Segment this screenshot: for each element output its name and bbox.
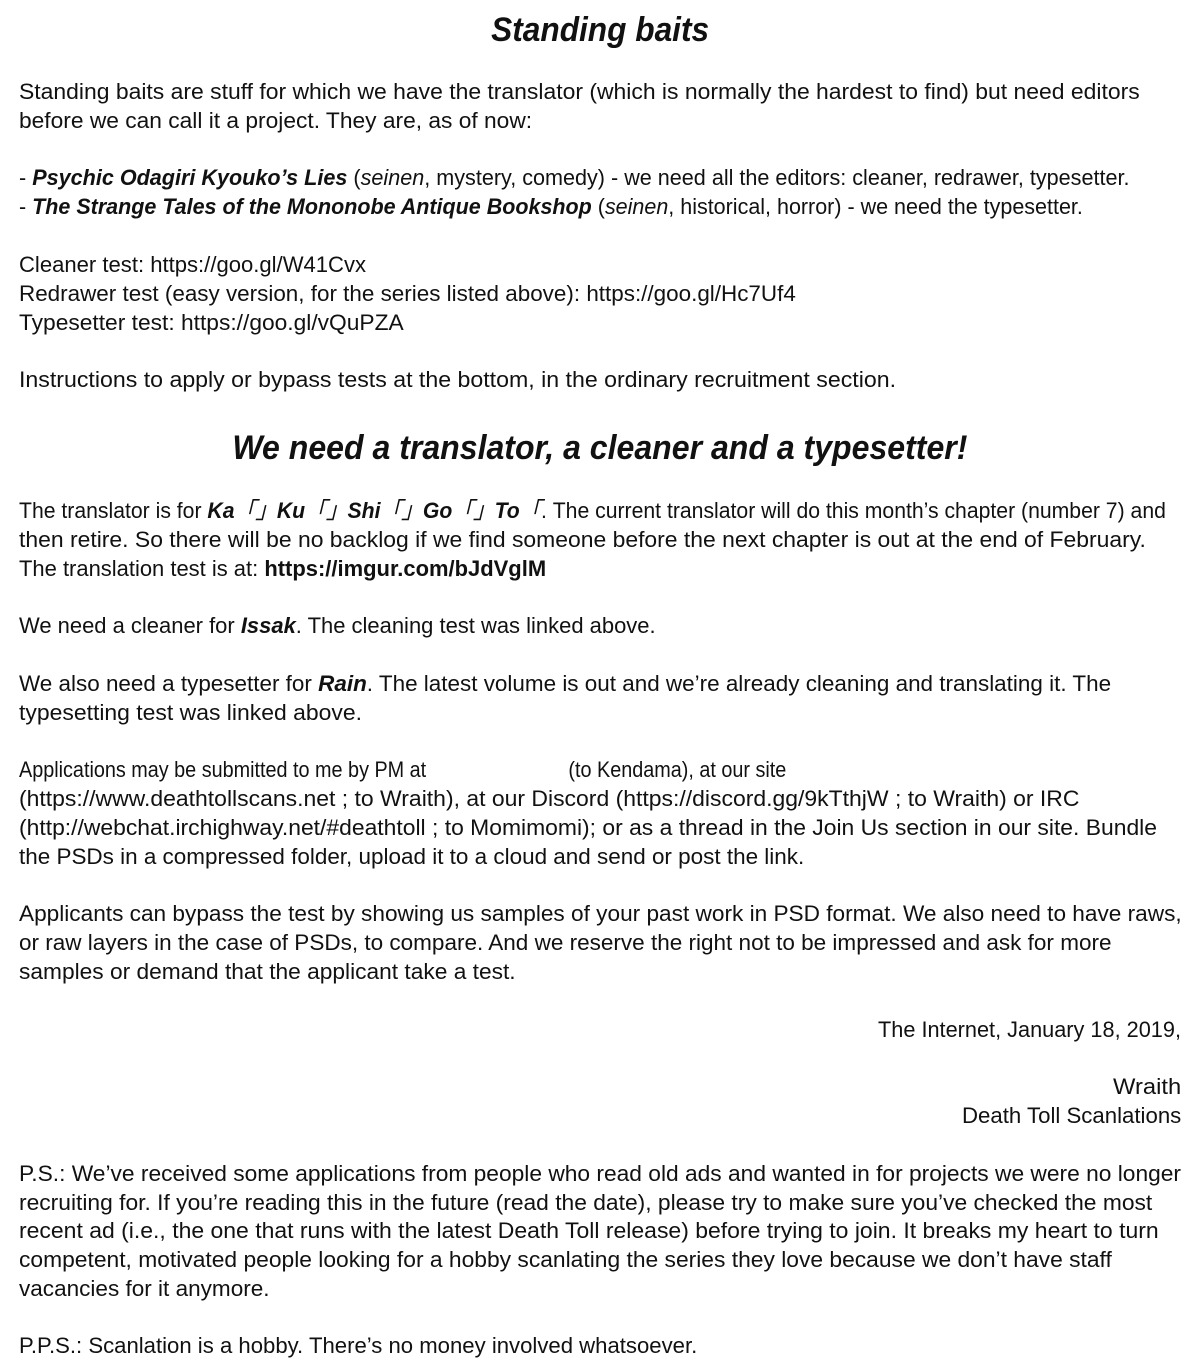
signature-place-date: The Internet, January 18, 2019, bbox=[878, 1017, 1181, 1042]
ps-line-3: recent ad (i.e., the one that runs with the latest Death Toll release) before trying to join. It breaks my heart to turn bbox=[19, 1218, 1159, 1243]
typesetter-test-link[interactable]: https://goo.gl/vQuPZA bbox=[180, 310, 404, 335]
series-title-rain: Rain bbox=[318, 671, 367, 696]
typesetter-line-1: We also need a typesetter for Rain. The latest volume is out and we’re already cleaning and translating it. The bbox=[19, 671, 1112, 696]
series-title: The Strange Tales of the Mononobe Antique Bookshop bbox=[32, 194, 592, 219]
instructions-line: Instructions to apply or bypass tests at the bottom, in the ordinary recruitment section. bbox=[19, 367, 897, 392]
bypass-line-2: or raw layers in the case of PSDs, to compare. And we reserve the right not to be impressed and ask for more bbox=[19, 930, 1112, 955]
ps-line-4: competent, motivated people looking for a hobby scanlating the series they love because we don’t have staff bbox=[19, 1247, 1112, 1272]
translator-line-3: The translation test is at: https://imgur.com/bJdVglM bbox=[19, 556, 547, 581]
typesetter-line-2: typesetting test was linked above. bbox=[19, 700, 362, 725]
section-title-standing-baits: Standing baits bbox=[490, 11, 709, 49]
translation-test-link[interactable]: https://imgur.com/bJdVglM bbox=[264, 556, 547, 581]
bypass-line-1: Applicants can bypass the test by showing us samples of your past work in PSD format. We also need to have raws, bbox=[19, 901, 1182, 926]
series-title-kakushigoto: Ka「」Ku「」Shi「」Go「」To「 bbox=[207, 498, 541, 523]
cleaner-test-link[interactable]: https://goo.gl/W41Cvx bbox=[150, 252, 367, 277]
translator-line-1: The translator is for Ka「」Ku「」Shi「」Go「」To「. The current translator will do this month’s chapter (number 7) and bbox=[19, 498, 1166, 523]
section-title-recruitment: We need a translator, a cleaner and a typesetter! bbox=[232, 429, 968, 467]
bypass-line-3: samples or demand that the applicant take a test. bbox=[19, 959, 516, 984]
typesetter-test-line: Typesetter test: https://goo.gl/vQuPZA bbox=[19, 310, 404, 335]
series-title: Psychic Odagiri Kyouko’s Lies bbox=[32, 165, 348, 190]
applications-line-1: Applications may be submitted to me by PM at (to Kendama), at our site bbox=[19, 757, 787, 782]
signature-group: Death Toll Scanlations bbox=[961, 1103, 1181, 1128]
cleaner-test-line: Cleaner test: https://goo.gl/W41Cvx bbox=[19, 252, 367, 277]
ps-line-2: recruiting for. If you’re reading this in the future (read the date), please try to make sure you’ve checked the most bbox=[19, 1190, 1153, 1215]
pps-line: P.P.S.: Scanlation is a hobby. There’s no money involved whatsoever. bbox=[19, 1333, 698, 1358]
bait-item-mononobe: - The Strange Tales of the Mononobe Antique Bookshop (seinen, historical, horror) - we need the typesetter. bbox=[19, 194, 1083, 219]
redrawer-test-line: Redrawer test (easy version, for the series listed above): https://goo.gl/Hc7Uf4 bbox=[19, 281, 796, 306]
ps-line-1: P.S.: We’ve received some applications from people who read old ads and wanted in for projects we were no longer bbox=[19, 1161, 1182, 1186]
standing-baits-intro-line-1: Standing baits are stuff for which we have the translator (which is normally the hardest to find) but need editors bbox=[19, 79, 1140, 104]
applications-line-4: the PSDs in a compressed folder, upload it to a cloud and send or post the link. bbox=[19, 844, 805, 869]
series-title-issak: Issak bbox=[240, 613, 296, 638]
ps-line-5: vacancies for it anymore. bbox=[19, 1276, 270, 1301]
translator-line-2: then retire. So there will be no backlog if we find someone before the next chapter is out at the end of February. bbox=[19, 527, 1146, 552]
applications-line-2: (https://www.deathtollscans.net ; to Wraith), at our Discord (https://discord.gg/9kTthjW ; to Wraith) or IRC bbox=[19, 786, 1080, 811]
bait-item-odagiri: - Psychic Odagiri Kyouko’s Lies (seinen, mystery, comedy) - we need all the editors: cleaner, redrawer, typesetter. bbox=[19, 165, 1130, 190]
applications-line-3: (http://webchat.irchighway.net/#deathtoll ; to Momimomi); or as a thread in the Join Us section in our site. Bundle bbox=[19, 815, 1158, 840]
cleaner-line: We need a cleaner for Issak. The cleaning test was linked above. bbox=[19, 613, 656, 638]
signature-name: Wraith bbox=[1112, 1074, 1181, 1099]
standing-baits-intro-line-2: before we can call it a project. They are, as of now: bbox=[19, 108, 533, 133]
redrawer-test-link[interactable]: https://goo.gl/Hc7Uf4 bbox=[586, 281, 796, 306]
